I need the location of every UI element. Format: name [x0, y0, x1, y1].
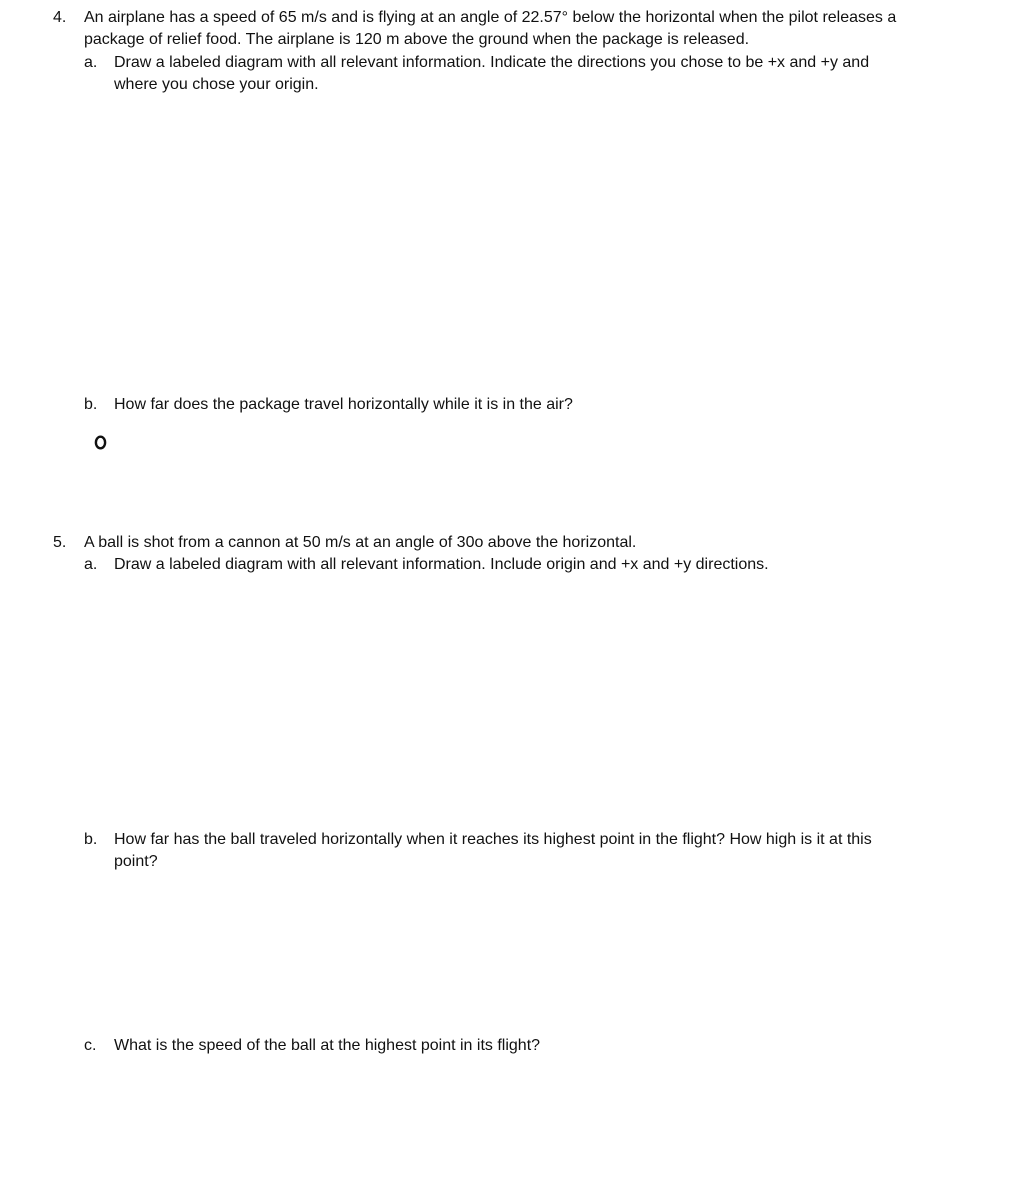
question-5-number: 5.: [53, 534, 67, 551]
question-5-part-b-answer-space[interactable]: [84, 880, 934, 1020]
question-4-part-a-answer-space[interactable]: [84, 100, 934, 380]
question-4-part-a-line-1: Draw a labeled diagram with all relevant information. Indicate the directions you chose to be +x and +y and: [114, 54, 870, 71]
handwritten-answer-mark: [94, 435, 107, 450]
question-4-part-b-text: How far does the package travel horizontally while it is in the air?: [114, 396, 573, 413]
question-4-part-b-answer-space[interactable]: [84, 455, 934, 525]
question-5-part-c-text: What is the speed of the ball at the highest point in its flight?: [114, 1037, 541, 1054]
question-4-part-a-line-2: where you chose your origin.: [114, 76, 319, 93]
question-5-part-b-line-2: point?: [114, 853, 158, 870]
question-4-text-line-2: package of relief food. The airplane is 120 m above the ground when the package is released.: [84, 31, 750, 48]
question-5-part-c-letter: c.: [84, 1037, 97, 1054]
question-5-text: A ball is shot from a cannon at 50 m/s at an angle of 30o above the horizontal.: [84, 534, 637, 551]
question-5-part-c-answer-space[interactable]: [84, 1062, 934, 1172]
question-5-part-b-line-1: How far has the ball traveled horizontally when it reaches its highest point in the flight? How high is it at this: [114, 831, 872, 848]
question-4-text-line-1: An airplane has a speed of 65 m/s and is flying at an angle of 22.57° below the horizontal when the pilot releases a: [84, 9, 897, 26]
question-5-part-a-letter: a.: [84, 556, 98, 573]
question-5-part-b-letter: b.: [84, 831, 98, 848]
question-4-part-a-letter: a.: [84, 54, 98, 71]
question-5-part-a-text: Draw a labeled diagram with all relevant information. Include origin and +x and +y directions.: [114, 556, 769, 573]
question-4-part-b-letter: b.: [84, 396, 98, 413]
question-4-number: 4.: [53, 9, 67, 26]
question-5-part-a-answer-space[interactable]: [84, 582, 934, 817]
